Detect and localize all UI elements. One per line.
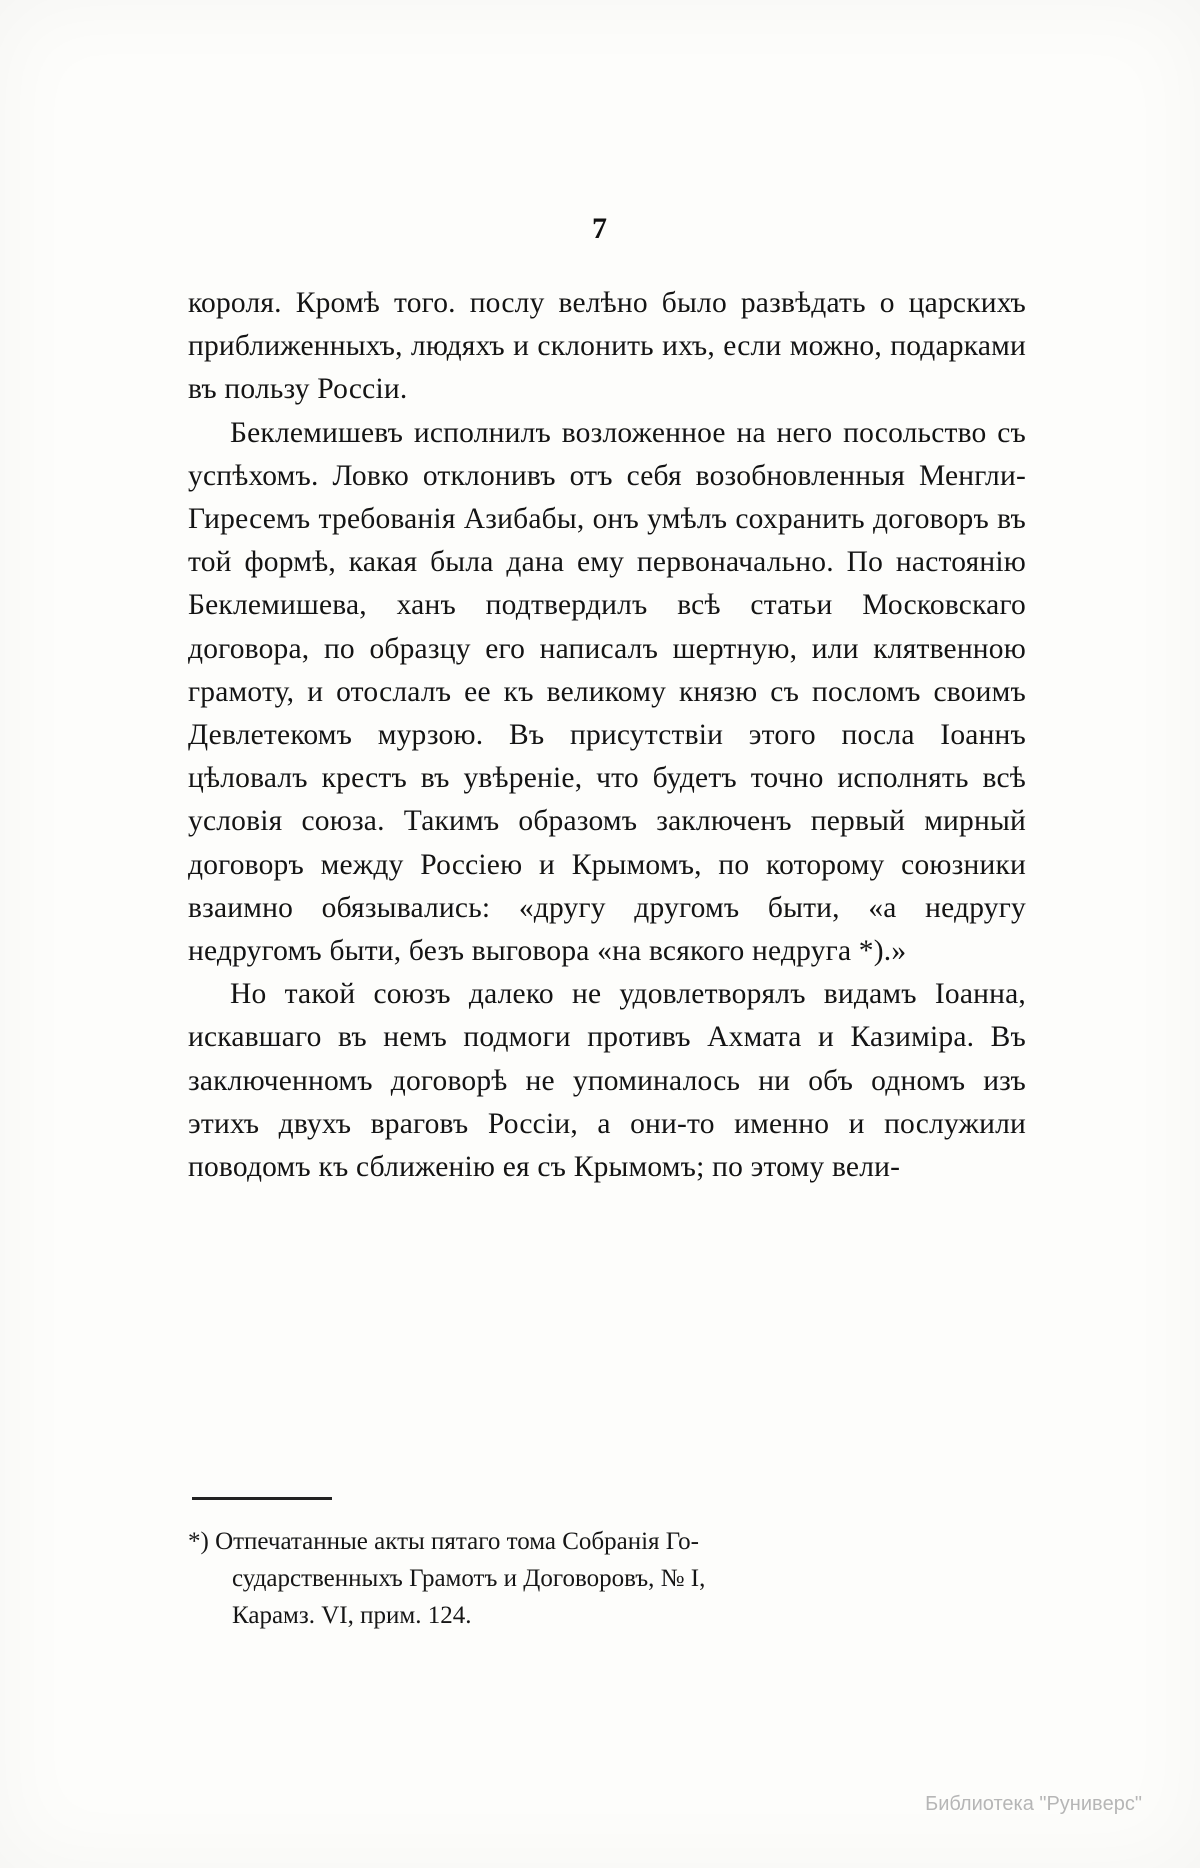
footnote-divider <box>192 1497 332 1500</box>
paragraph-2: Беклемишевъ исполнилъ возложенное на него посольство съ успѣхомъ. Ловко отклонивъ отъ себя возобновленныя Менгли-Гиресемъ требованія Азибабы, онъ умѣлъ сохранить договоръ въ той формѣ, какая была дана ему первоначально. По настоянію Беклемишева, ханъ подтвердилъ всѣ статьи Московскаго договора, по образцу его написалъ шертную, или клятвенною грамоту, и отослалъ ее къ великому князю съ посломъ своимъ Девлетекомъ мурзою. Въ присутствіи этого посла Іоаннъ цѣловалъ крестъ въ увѣреніе, что будетъ точно исполнять всѣ условія союза. Такимъ образомъ заключенъ первый мирный договоръ между Россіею и Крымомъ, по которому союзники взаимно обязывались: «другу другомъ быти, «а недругу недругомъ быти, безъ выговора «на всякого недруга *).» <box>188 416 1026 968</box>
footnote-line-2: сударственныхъ Грамотъ и Договоровъ, № I, <box>232 1565 706 1592</box>
footnote-line-3: Карамз. VI, прим. 124. <box>232 1602 472 1629</box>
paragraph-1: короля. Кромѣ того. послу велѣно было развѣдать о царскихъ приближенныхъ, людяхъ и склонить ихъ, если можно, подарками въ пользу Россіи. <box>188 287 1026 406</box>
footnote-block <box>188 1523 1008 1634</box>
paragraph-3: Но такой союзъ далеко не удовлетворялъ видамъ Іоанна, искавшаго въ немъ подмоги противъ Ахмата и Казиміра. Въ заключенномъ договорѣ не упоминалось ни объ одномъ изъ этихъ двухъ враговъ Россіи, а они-то именно и послужили поводомъ къ сближенію ея съ Крымомъ; по этому вели- <box>188 978 1026 1184</box>
page-number: 7 <box>592 212 608 245</box>
body-text <box>188 282 1026 1189</box>
footnote-line-1: *) Отпечатанные акты пятаго тома Собранія Го- <box>188 1528 699 1555</box>
library-watermark: Библиотека "Рунивepc" <box>925 1793 1142 1815</box>
